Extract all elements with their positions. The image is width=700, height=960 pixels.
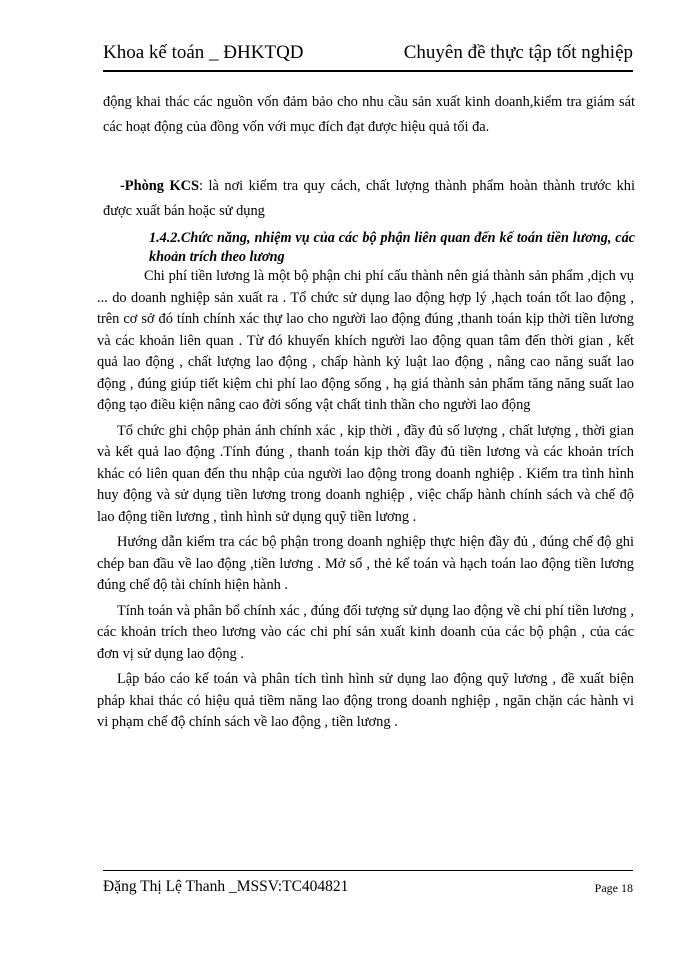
- footer-author: Đặng Thị Lệ Thanh _MSSV:TC404821: [103, 878, 349, 895]
- section-heading: 1.4.2.Chức năng, nhiệm vụ của các bộ phận liên quan đến kế toán tiền lương, các khoản trích theo lương: [149, 230, 635, 265]
- page-number: Page 18: [594, 881, 633, 895]
- header-divider: [103, 70, 633, 72]
- kcs-lead: -Phòng KCS: [120, 178, 200, 194]
- paragraph-continuation: động khai thác các nguồn vốn đảm bảo cho nhu cầu sản xuất kinh doanh,kiểm tra giám sát các hoạt động của đồng vốn với mục đích đạt được hiệu quả tối đa.: [103, 94, 635, 135]
- page-header: [103, 42, 633, 72]
- body-paragraph: Chi phí tiền lương là một bộ phận chi phí cấu thành nên giá thành sản phẩm ,dịch vụ ... do doanh nghiệp sản xuất ra . Tổ chức sử dụng lao động hợp lý ,hạch toán tốt lao động , trên cơ sở đó tính chính xác thự lao cho người lao động đúng ,thanh toán kịp thời tiền lương và các khoản liên quan . Từ đó khuyến khích người lao động quan tâm đến thời gian , kết quả lao động , chất lượng lao động , chấp hành kỷ luật lao động , nâng cao năng suất lao động , đúng giúp tiết kiệm chi phí lao động sống , hạ giá thành sản phẩm tăng năng suất lao động tạo điều kiện nâng cao đời sống vật chất tinh thần cho người lao động: [97, 268, 634, 413]
- footer-divider: [103, 870, 633, 871]
- paragraph-kcs: [103, 174, 635, 224]
- body-paragraph: Tính toán và phân bổ chính xác , đúng đối tượng sử dụng lao động về chi phí tiền lương , các khoản trích theo lương vào các chi phí sản xuất kinh doanh của các bộ phận , của các đơn vị sử dụng lao động .: [97, 602, 634, 662]
- kcs-text: : là nơi kiểm tra quy cách, chất lượng thành phẩm hoàn thành trước khi được xuất bán hoặc sử dụng: [103, 178, 635, 219]
- header-department: Khoa kế toán _ ĐHKTQD: [103, 42, 304, 63]
- page-footer: [103, 878, 633, 900]
- body-paragraph: Tổ chức ghi chộp phản ánh chính xác , kịp thời , đầy đủ số lượng , chất lượng , thời gian và kết quả lao động .Tính đúng , thanh toán kịp thời đầy đủ tiền lương và các khoản trích khác có liên quan đến thu nhập của người lao động trong doanh nghiệp . Kiểm tra tình hình huy động và sử dụng tiền lương trong doanh nghiệp , việc chấp hành chính sách và chế độ lao động tiền lương , tình hình sử dụng quỹ tiền lương .: [97, 422, 634, 525]
- section-body: [97, 266, 634, 734]
- body-paragraph: Hướng dẫn kiểm tra các bộ phận trong doanh nghiệp thực hiện đầy đủ , đúng chế độ ghi chép ban đầu về lao động ,tiền lương . Mở sổ , thẻ kế toán và hạch toán lao động tiền lương đúng chế độ tài chính hiện hành .: [97, 534, 634, 593]
- header-document-title: Chuyên đề thực tập tốt nghiệp: [403, 42, 633, 63]
- body-paragraph: Lập báo cáo kế toán và phân tích tình hình sử dụng lao động quỹ lương , đề xuất biện pháp khai thác có hiệu quả tiềm năng lao động trong doanh nghiệp , ngăn chặn các hành vi vi phạm chế độ chính sách về lao động , tiền lương .: [97, 671, 634, 730]
